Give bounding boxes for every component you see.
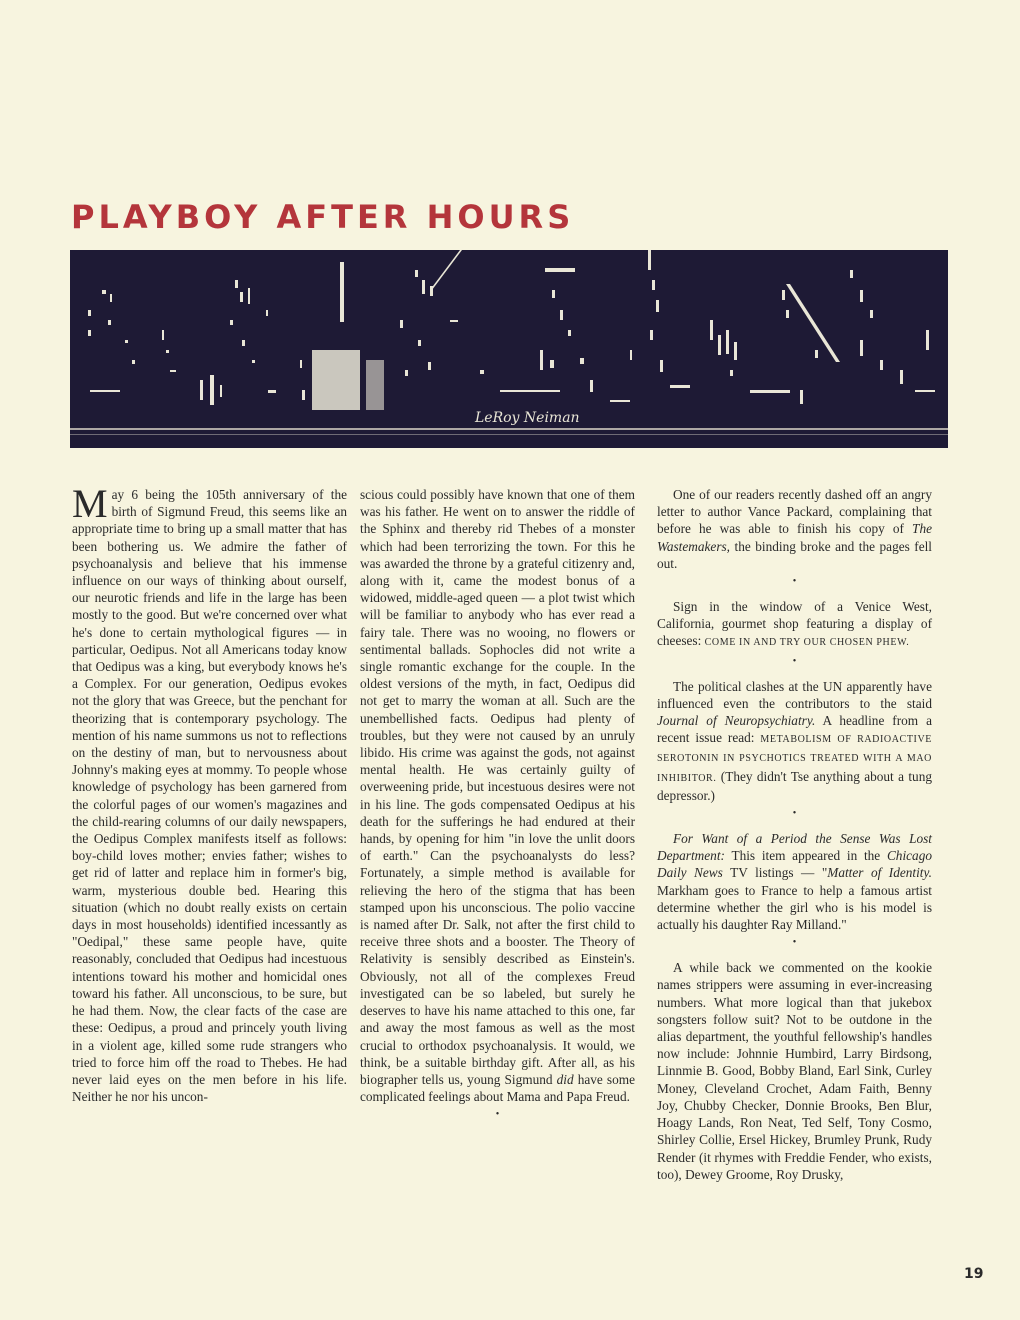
emphasis-did: did xyxy=(556,1071,574,1087)
item-tv-listing-end: Markham goes to France to help a famous artist determine whether the girl who is his model is actually his daughter Ray Milland." xyxy=(657,882,932,933)
skyline-drawing xyxy=(70,250,948,448)
section-separator: • xyxy=(792,808,797,820)
item-jukebox-names: A while back we commented on the kookie names strippers were assuming in ever-increasing numbers. What more logical than that jukebox songsters follow suit? Not to be outdone in the alias department, the youthful fellowship's handles now include: Johnnie Humbird, Larry Birdsong, Linnmie B. Good, Bobby Bland, Earl Sink, Curley Money, Cleveland Crochet, Adam Faith, Benny Joy, Chubby Checker, Donnie Brooks, Ben Blur, Hoagy Lands, Ron Neat, Ted Self, Tony Cosmo, Shirley Collie, Ersel Hickey, Brumley Prunk, Rudy Render (it rhymes with Freddie Fender, who exists, too), Dewey Groome, Roy Drusky, xyxy=(657,960,932,1182)
section-separator: • xyxy=(792,655,797,667)
article-column-1 xyxy=(72,481,347,1105)
item-tv-listing xyxy=(657,830,932,933)
newspaper-title: Chicago Daily News xyxy=(657,848,932,881)
page-number: 19 xyxy=(964,1266,984,1282)
book-title-wastemakers: The Wastemakers, xyxy=(657,521,932,554)
article-body-part-2: scious could possibly have known that one of them was his father. He went on to answer the riddle of the Sphinx and thereby rid Thebes of a monster which had been terrorizing the town. For this he was awarded the throne by a grateful citizenry and, along with it, came the modest bonus of a widowed, middle-aged queen — a plot twist which will be familiar to anybody who has ever read a fairy tale. There was no wooing, no flowers or sentimental ballads. Sophocles did not write a single romantic exchange for the couple. In the oldest versions of the myth, in fact, Oedipus did not get to marry the woman at all. Such are the unembellished facts. Oedipus had plenty of troubles, but they were not caused by an unruly libido. His crime was against the gods, not against mental health. He was certainly guilty of overweening pride, but incestuous desires were not in his line. The gods compensated Oedipus at his death for the sufferings he had endured at their hands, by opening for him "in love the unlit doors of earth." Can the psychoanalysts do less? Fortunately, a simple method is available for relieving the hero of the stigma that has been stamped upon his unconscious. The polio vaccine is named after Dr. Salk, not after the first child to receive three shots and a booster. The Theory of Relativity is sensibly described as Einstein's. Obviously, not all of the complexes Freud investigated can be so labeled, but surely he deserves to have his name attached to this one, far and away the most famous as well as the most crucial to orthodox psychoanalysis. It would, we think, be a suitable birthday gift. After all, as his biographer tells us, young Sigmund xyxy=(360,487,635,1087)
oedipus-article-text xyxy=(72,481,347,1105)
item-journal-headline xyxy=(657,678,932,804)
article-body-part-1: ay 6 being the 105th anniversary of the birth of Sigmund Freud, this seems like an appropriate time to bring up a small matter that has been bothering us. We admire the father of psychoanalysis and believe that his immense influence on our ways of thinking about ourself, our neurotic friends and life in the large has been mostly to the good. But we're concerned over what he's done to certain mythological figures — in particular, Oedipus. Not all Americans today know that Oedipus was a king, but everybody knows he's a Complex. For our generation, Oedipus evokes not the glory that was Greece, but the penchant for theorizing that is contemporary psychology. The mention of his name summons us not to reflections on the destiny of man, but to nervousness about Johnny's making eyes at mommy. To people whose knowledge of psychology has been garnered from the colorful pages of our women's magazines and the child-rearing columns of our daily newspapers, the Oedipus Complex manifests itself as follows: boy-child loves mother; envies father; wishes to get rid of latter and replace him in former's big, warm, mysterious double bed. Hearing this situation (which no doubt really exists on certain days in most households) identified incessantly as "Oedipal," these same people have, quite reasonably, concluded that Oedipus had incestuous intentions toward his mother and homicidal ones toward his father. All unconscious, to be sure, but he had them. Now, the clear facts of the case are these: Oedipus, a proud and princely youth living in a violent age, killed some rude strangers who tried to force him off the road to Thebes. He had never laid eyes on the men before in his life. Neither he nor his uncon- xyxy=(72,487,347,1105)
city-skyline-illustration xyxy=(70,250,948,448)
section-separator: • xyxy=(495,1109,500,1121)
section-separator: • xyxy=(792,576,797,588)
item-wastemakers-end: the binding broke and the pages fell out. xyxy=(657,538,932,571)
section-title: PLAYBOY AFTER HOURS xyxy=(71,198,575,236)
department-heading: For Want of a Period the Sense Was Lost Department: xyxy=(657,831,932,864)
item-journal-text: The political clashes at the UN apparently have influenced even the contributors to the staid xyxy=(657,678,932,711)
artist-signature: LeRoy Neiman xyxy=(475,410,580,426)
cheese-sign-quote: COME IN AND TRY OUR CHOSEN PHEW. xyxy=(704,637,910,649)
item-tv-listing-mid: TV listings — " xyxy=(722,865,828,881)
journal-headline-quote: METABOLISM OF RADIOACTIVE SEROTONIN IN PSYCHOTICS TREATED WITH A MAO INHIBITOR. xyxy=(657,734,932,784)
item-journal-mid: A headline from a recent issue read: xyxy=(657,713,932,746)
item-wastemakers xyxy=(657,486,932,572)
article-body-part-3: have some complicated feelings about Mama and Papa Freud. xyxy=(360,1071,635,1105)
item-cheese-sign-text: Sign in the window of a Venice West, California, gourmet shop featuring a display of cheeses: xyxy=(657,599,932,649)
item-cheese-sign xyxy=(657,598,932,652)
article-column-3 xyxy=(657,486,932,1183)
section-separator: • xyxy=(792,937,797,949)
item-journal-end: (They didn't Tse anything about a tung depressor.) xyxy=(657,768,932,803)
item-wastemakers-text: One of our readers recently dashed off an angry letter to author Vance Packard, complaining that before he was able to finish his copy of xyxy=(657,487,932,537)
item-tv-listing-text: This item appeared in the xyxy=(724,848,887,864)
journal-title: Journal of Neuropsychiatry. xyxy=(657,713,816,729)
drop-cap: M xyxy=(72,481,108,526)
article-column-2 xyxy=(360,486,635,1131)
show-title: Matter of Identity. xyxy=(827,865,932,881)
oedipus-article-continued xyxy=(360,486,635,1105)
